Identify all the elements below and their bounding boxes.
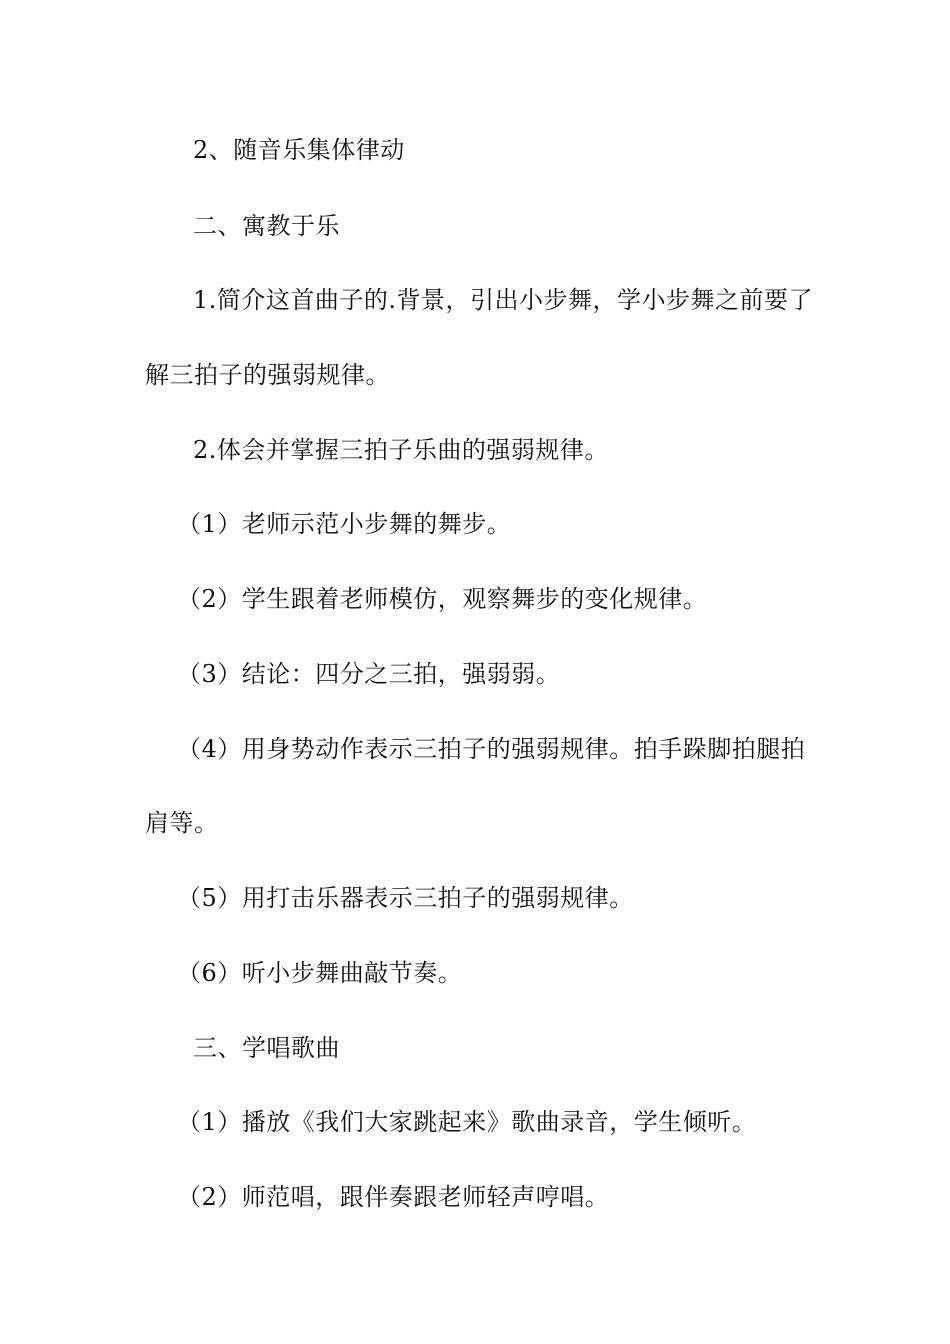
text-line: （5）用打击乐器表示三拍子的强弱规律。 bbox=[177, 884, 634, 912]
text-line: （4）用身势动作表示三拍子的强弱规律。拍手跺脚拍腿拍 bbox=[177, 735, 806, 763]
text-line: （6）听小步舞曲敲节奏。 bbox=[177, 959, 463, 987]
section-heading: 三、学唱歌曲 bbox=[193, 1034, 340, 1062]
text-line: （2）师范唱，跟伴奏跟老师轻声哼唱。 bbox=[177, 1183, 610, 1211]
text-line: （1）播放《我们大家跳起来》歌曲录音，学生倾听。 bbox=[177, 1108, 757, 1136]
text-line: （3）结论：四分之三拍，强弱弱。 bbox=[177, 660, 561, 688]
text-line: 2.体会并掌握三拍子乐曲的强弱规律。 bbox=[193, 436, 609, 464]
text-line: 1.简介这首曲子的.背景，引出小步舞，学小步舞之前要了 bbox=[193, 286, 814, 314]
text-line: 肩等。 bbox=[145, 809, 219, 837]
text-line: 解三拍子的强弱规律。 bbox=[145, 361, 390, 389]
text-line: （1）老师示范小步舞的舞步。 bbox=[177, 510, 512, 538]
text-line: （2）学生跟着老师模仿，观察舞步的变化规律。 bbox=[177, 585, 708, 613]
text-line: 2、随音乐集体律动 bbox=[193, 136, 405, 164]
section-heading: 二、寓教于乐 bbox=[193, 212, 340, 240]
